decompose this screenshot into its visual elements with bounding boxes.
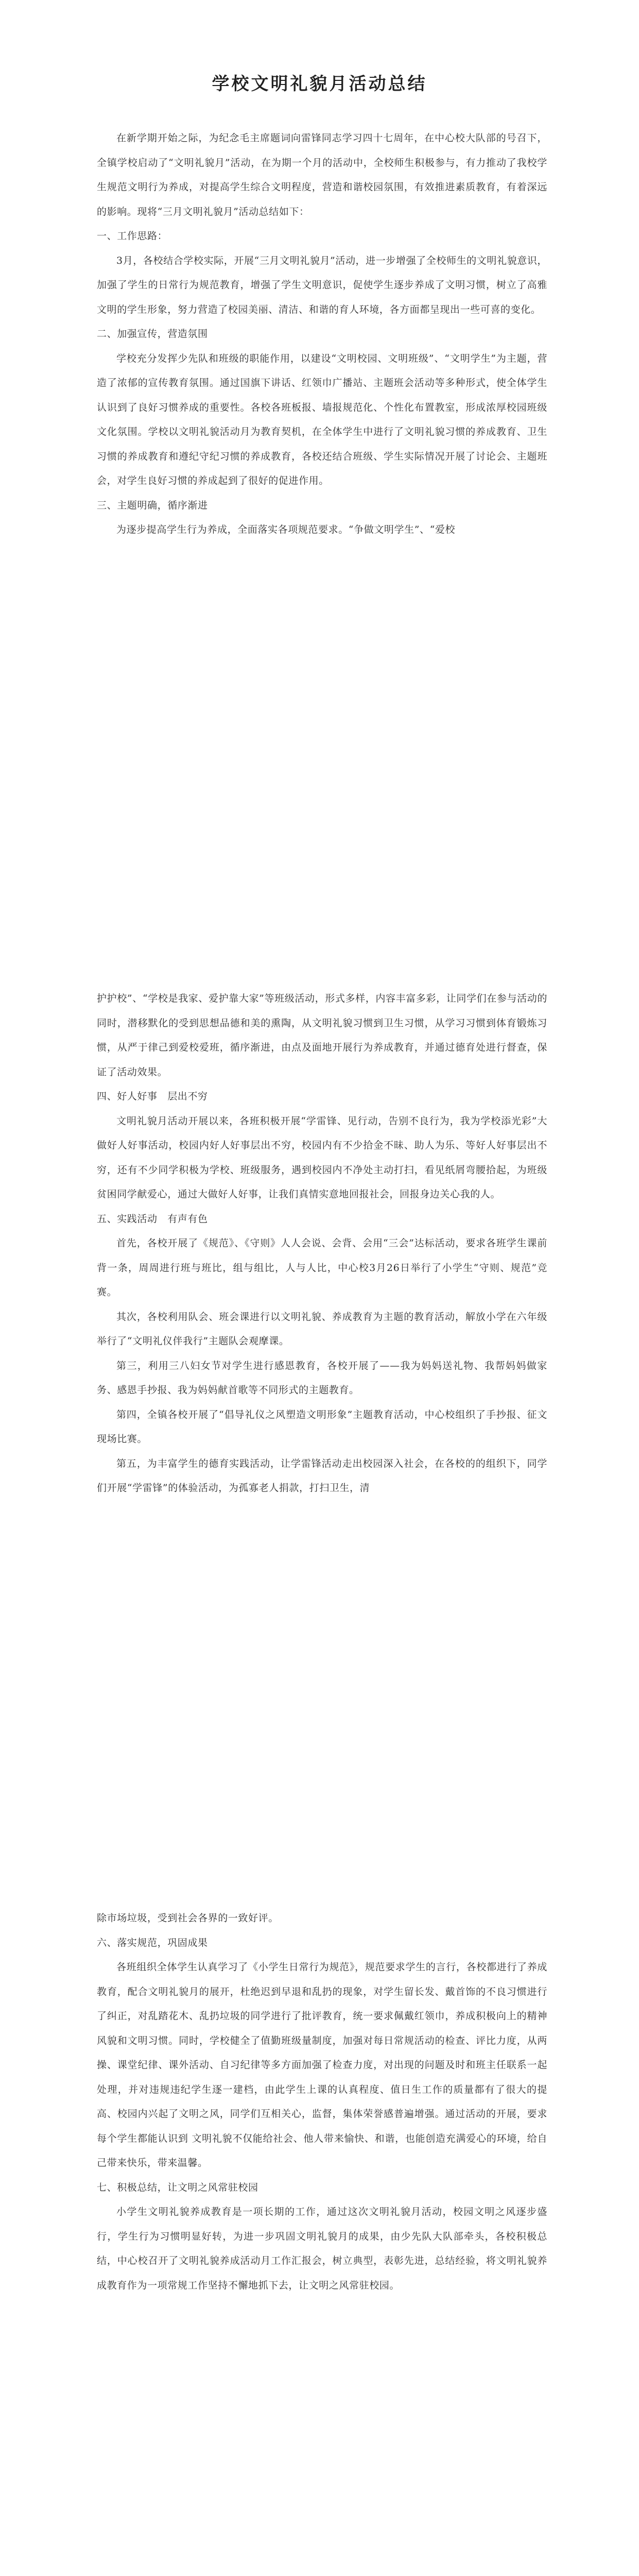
paragraph-practice-fifth-start: 第五，为丰富学生的德育实践活动，让学雷锋活动走出校园深入社会，在各校的的组织下，同学们开展“学雷锋”的体验活动，为孤寡老人捐款，打扫卫生，清 — [97, 1458, 547, 1494]
section-heading-6: 六、落实规范，巩固成果 — [97, 1937, 208, 1948]
section-heading-1: 一、工作思路： — [97, 230, 168, 242]
intro-paragraph: 在新学期开始之际，为纪念毛主席题词向雷锋同志学习四十七周年，在中心校大队部的号召下，全镇学校启动了“文明礼貌月”活动，在为期一个月的活动中，全校师生积极参与，有力推动了我校学生规范文明行为养成，对提高学生综合文明程度，营造和谐校园氛围，有效推进素质教育，有着深远的影响。现将“三月文明礼貌月”活动总结如下： — [97, 132, 547, 217]
paragraph-practice-second: 其次，各校利用队会、班会课进行以文明礼貌、养成教育为主题的教育活动，解放小学在六年级举行了“文明礼仪伴我行”主题队会观摩课。 — [97, 1311, 547, 1347]
paragraph-publicity: 学校充分发挥少先队和班级的职能作用，以建设“文明校园、文明班级”、“文明学生”为主题，营造了浓郁的宣传教育氛围。通过国旗下讲话、红领巾广播站、主题班会活动等多种形式，使全体学生认识到了良好习惯养成的重要性。各校各班板报、墙报规范化、个性化布置教室，形成浓厚校园班级文化氛围。学校以文明礼貌活动月为教育契机，在全体学生中进行了文明礼貌习惯的养成教育、卫生习惯的养成教育和遵纪守纪习惯的养成教育，各校还结合班级、学生实际情况开展了讨论会、主题班会，对学生良好习惯的养成起到了很好的促进作用。 — [97, 352, 547, 486]
text-section-1 — [97, 126, 547, 543]
section-heading-3: 三、主题明确，循序渐进 — [97, 499, 208, 511]
text-section-2 — [97, 987, 547, 1501]
paragraph-practice-fifth-continued: 除市场垃圾，受到社会各界的一致好评。 — [97, 1912, 279, 1924]
section-heading-2: 二、加强宣传，营造氛围 — [97, 328, 208, 340]
paragraph-practice-fourth: 第四，全镇各校开展了“倡导礼仪之风塑造文明形象”主题教育活动，中心校组织了手抄报、征文现场比赛。 — [97, 1409, 547, 1445]
paragraph-good-deeds: 文明礼貌月活动开展以来，各班积极开展“学雷锋、见行动，告别不良行为，我为学校添光彩”大做好人好事活动，校园内好人好事层出不穷，校园内有不少拾金不昧、助人为乐、等好人好事层出不穷，还有不少同学积极为学校、班级服务，遇到校园内不净处主动打扫，看见纸屑弯腰拾起，为班级贫困同学献爱心，通过大做好人好事，让我们真情实意地回报社会，回报身边关心我的人。 — [97, 1115, 547, 1200]
paragraph-theme-start: 为逐步提高学生行为养成，全面落实各项规范要求。“争做文明学生”、“爱校 — [116, 524, 456, 535]
paragraph-norms: 各班组织全体学生认真学习了《小学生日常行为规范》，规范要求学生的言行，各校都进行了养成教育，配合文明礼貌月的展开，杜绝迟到早退和乱扔的现象，对学生留长发、戴首饰的不良习惯进行了纠正，对乱踏花木、乱扔垃圾的同学进行了批评教育，统一要求佩戴红领巾，养成积极向上的精神风貌和文明习惯。同时，学校健全了值勤班级量制度，加强对每日常规活动的检查、评比力度，从两操、课堂纪律、课外活动、自习纪律等多方面加强了检查力度，对出现的问题及时和班主任联系一起处理，并对违规违纪学生逐一建档，由此学生上课的认真程度、值日生工作的质量都有了很大的提高、校园内兴起了文明之风，同学们互相关心，监督，集体荣誉感普遍增强。通过活动的开展，要求每个学生都能认识到 文明礼貌不仅能给社会、他人带来愉快、和谐，也能创造充满爱心的环境，给自己带来快乐，带来温馨。 — [97, 1961, 547, 2168]
paragraph-practice-first: 首先，各校开展了《规范》、《守则》人人会说、会背、会用“三会”达标活动，要求各班学生课前背一条，周周进行班与班比，组与组比，人与人比，中心校3月26日举行了小学生“守则、规范”竞赛。 — [97, 1238, 547, 1298]
paragraph-work-ideas: 3月，各校结合学校实际，开展“三月文明礼貌月”活动，进一步增强了全校师生的文明礼貌意识，加强了学生的日常行为规范教育，增强了学生文明意识，促使学生逐步养成了文明习惯，树立了高雅文明的学生形象，努力营造了校园美丽、清洁、和谐的育人环境，各方面都呈现出一些可喜的变化。 — [97, 255, 547, 315]
text-section-3 — [97, 1906, 547, 2298]
paragraph-summary: 小学生文明礼貌养成教育是一项长期的工作，通过这次文明礼貌月活动，校园文明之风逐步盛行，学生行为习惯明显好转，为进一步巩固文明礼貌月的成果，由少先队大队部牵头，各校积极总结，中心校召开了文明礼貌养成活动月工作汇报会，树立典型，表彰先进，总结经验，将文明礼貌养成教育作为一项常规工作坚持不懈地抓下去，让文明之风常驻校园。 — [97, 2206, 547, 2291]
paragraph-theme-continued: 护护校”、“学校是我家、爱护靠大家”等班级活动，形式多样，内容丰富多彩，让同学们在参与活动的同时，潜移默化的受到思想品德和美的熏陶，从文明礼貌习惯到卫生习惯，从学习习惯到体育锻炼习惯，从严于律己到爱校爱班，循序渐进，由点及面地开展行为养成教育，并通过德育处进行督查，保证了活动效果。 — [97, 993, 547, 1078]
section-heading-7: 七、积极总结，让文明之风常驻校园 — [97, 2181, 258, 2193]
document-title: 学校文明礼貌月活动总结 — [212, 74, 427, 94]
section-heading-4: 四、好人好事 层出不穷 — [97, 1091, 208, 1102]
section-heading-5: 五、实践活动 有声有色 — [97, 1213, 208, 1225]
paragraph-practice-third: 第三，利用三八妇女节对学生进行感恩教育，各校开展了——我为妈妈送礼物、我帮妈妈做家务、感恩手抄报、我为妈妈献首歌等不同形式的主题教育。 — [97, 1360, 547, 1396]
